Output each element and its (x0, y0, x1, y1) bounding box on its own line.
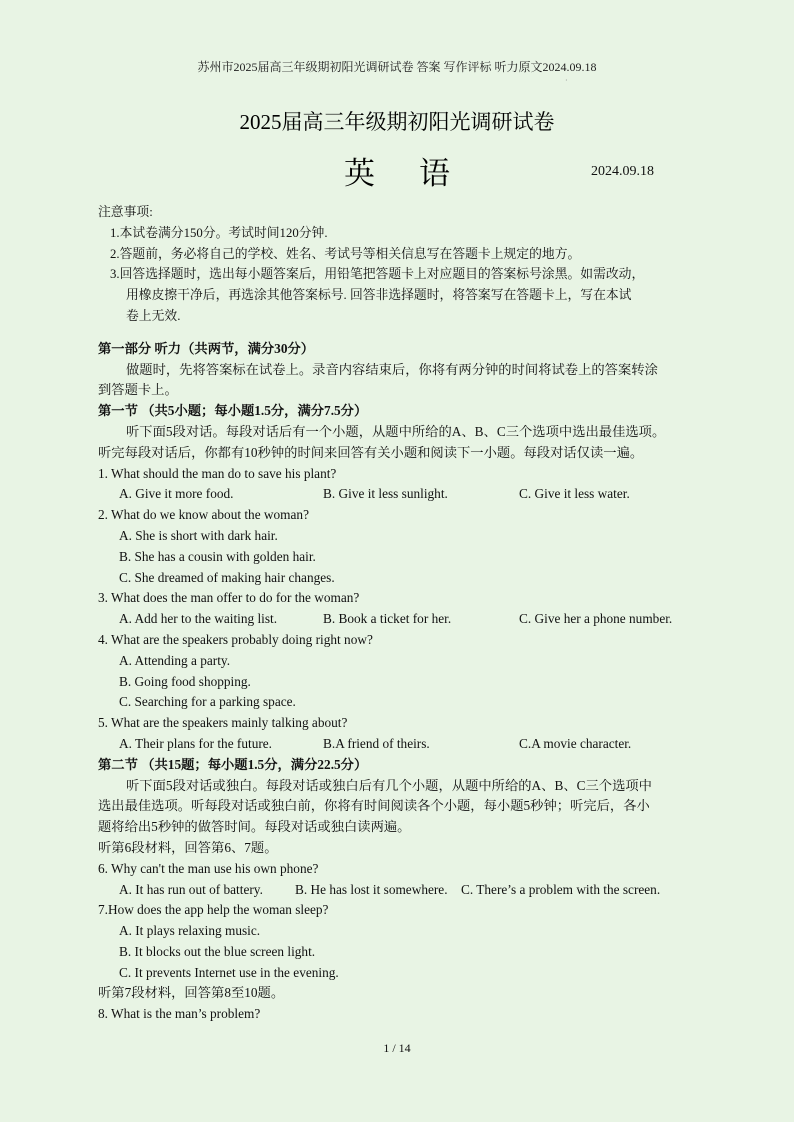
option-c: C. It prevents Internet use in the evening. (119, 964, 339, 980)
exam-content (98, 202, 708, 1025)
question-stem: 7.How does the app help the woman sleep? (98, 902, 329, 918)
notice-item: 2.答题前，务必将自己的学校、姓名、考试号等相关信息写在答题卡上规定的地方。 (110, 246, 581, 261)
part1-intro: 做题时，先将答案标在试卷上。录音内容结束后，你将有两分钟的时间将试卷上的答案转涂 (126, 361, 658, 377)
section1-intro: 听完每段对话后，你都有10秒钟的时间来回答有关小题和阅读下一小题。每段对话仅读一遍。 (98, 444, 644, 460)
exam-date: 2024.09.18 (591, 164, 654, 179)
option-row (98, 609, 708, 630)
option-b: B. He has lost it somewhere. (295, 881, 448, 897)
part1-heading: 第一部分 听力（共两节，满分30分） (98, 340, 315, 356)
material-instruction: 听第7段材料，回答第8至10题。 (98, 985, 285, 1001)
running-header: 苏州市2025届高三年级期初阳光调研试卷 答案 写作评标 听力原文2024.09.18 (197, 60, 597, 74)
option-b: B. Book a ticket for her. (323, 611, 452, 627)
question-stem: 8. What is the man’s problem? (98, 1006, 261, 1022)
notice-item: 1.本试卷满分150分。考试时间120分钟. (110, 225, 328, 240)
page-number: 1 / 14 (383, 1041, 411, 1055)
option-c: C. Give it less water. (519, 486, 630, 502)
question-stem: 3. What does the man offer to do for the woman? (98, 590, 360, 606)
material-instruction: 听第6段材料，回答第6、7题。 (98, 839, 278, 855)
option-a: A. She is short with dark hair. (119, 527, 278, 543)
question-stem: 2. What do we know about the woman? (98, 507, 309, 523)
question-stem: 6. Why can't the man use his own phone? (98, 860, 319, 876)
option-c: C. Give her a phone number. (519, 611, 673, 627)
notice-heading: 注意事项: (98, 205, 153, 219)
section2-intro: 题将给出5秒钟的做答时间。每段对话或独白读两遍。 (98, 819, 411, 835)
option-a: A. It has run out of battery. (119, 881, 263, 897)
option-b: B. It blocks out the blue screen light. (119, 943, 316, 959)
section2-intro: 听下面5段对话或独白。每段对话或独白后有几个小题，从题中所给的A、B、C三个选项中 (126, 777, 652, 793)
option-c: C.A movie character. (519, 735, 632, 751)
option-a: A. Their plans for the future. (119, 735, 272, 751)
subject-title: 英语 (344, 156, 494, 191)
section2-heading: 第二节 （共15题；每小题1.5分，满分22.5分） (98, 756, 368, 772)
part1-intro: 到答题卡上。 (98, 382, 178, 398)
option-b: B. Going food shopping. (119, 673, 251, 689)
notice-item: 3.回答选择题时，选出每小题答案后，用铅笔把答题卡上对应题目的答案标号涂黑。如需改动， (110, 267, 645, 282)
section1-intro: 听下面5段对话。每段对话后有一个小题，从题中所给的A、B、C三个选项中选出最佳选项。 (126, 423, 666, 439)
option-b: B.A friend of theirs. (323, 735, 430, 751)
option-a: A. Add her to the waiting list. (119, 611, 278, 627)
question-stem: 1. What should the man do to save his plant? (98, 465, 337, 481)
option-a: A. Give it more food. (119, 486, 234, 502)
option-b: B. She has a cousin with golden hair. (119, 548, 316, 564)
section1-heading: 第一节 （共5小题；每小题1.5分，满分7.5分） (98, 403, 368, 419)
option-row (98, 734, 708, 755)
section2-intro: 选出最佳选项。听每段对话或独白前，你将有时间阅读各个小题，每小题5秒钟；听完后，各小 (98, 798, 650, 814)
option-row (98, 484, 708, 505)
header-dot: · (565, 76, 568, 85)
option-a: A. Attending a party. (119, 652, 231, 668)
notice-item: 卷上无效. (126, 308, 181, 323)
option-c: C. There’s a problem with the screen. (461, 881, 661, 897)
option-c: C. Searching for a parking space. (119, 694, 296, 710)
option-row (98, 880, 708, 901)
question-stem: 5. What are the speakers mainly talking about? (98, 715, 348, 731)
exam-title: 2025届高三年级期初阳光调研试卷 (239, 110, 555, 134)
option-b: B. Give it less sunlight. (323, 486, 448, 502)
question-stem: 4. What are the speakers probably doing right now? (98, 631, 373, 647)
option-a: A. It plays relaxing music. (119, 923, 261, 939)
option-c: C. She dreamed of making hair changes. (119, 569, 335, 585)
notice-item: 用橡皮擦干净后，再选涂其他答案标号. 回答非选择题时，将答案写在答题卡上，写在本试 (126, 288, 632, 303)
